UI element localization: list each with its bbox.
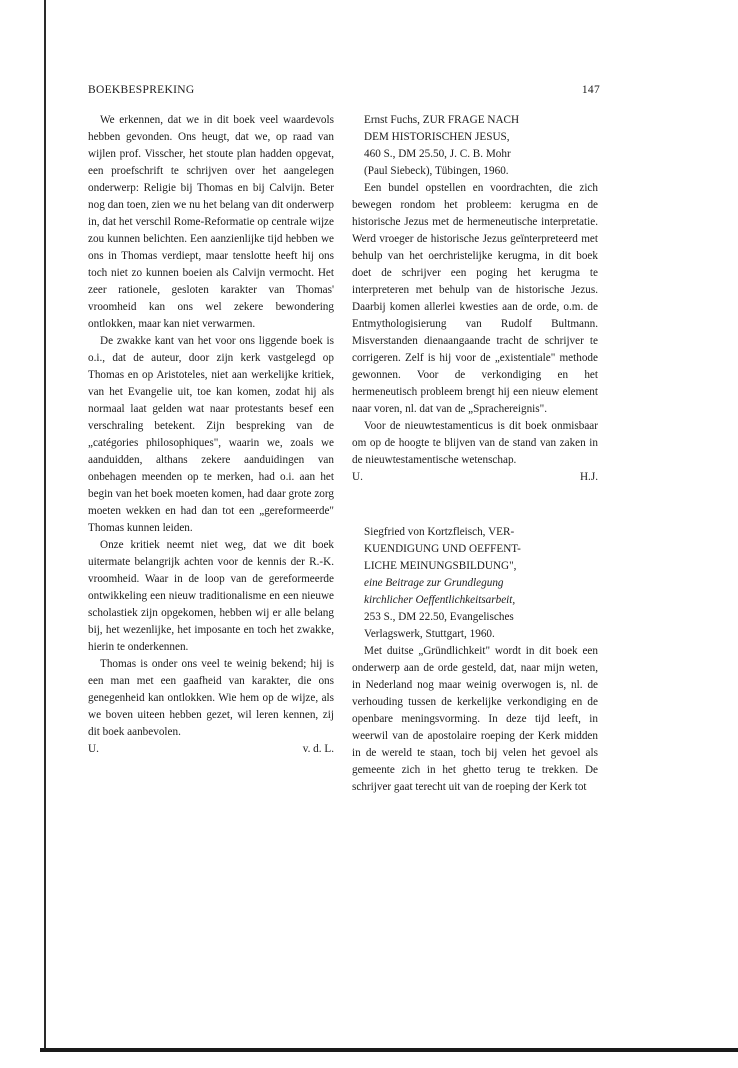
heading-line: 253 S., DM 22.50, Evangelisches	[364, 611, 514, 623]
heading-line: kirchlicher Oeffentlichkeitsarbeit,	[364, 594, 516, 606]
heading-line: KUENDIGUNG UND OEFFENT-	[364, 543, 521, 555]
running-head: BOEKBESPREKING	[88, 84, 195, 96]
page-number: 147	[581, 84, 600, 96]
paragraph: We erkennen, dat we in dit boek veel waardevols hebben gevonden. Ons heugt, dat we, op raad van wijlen prof. Visscher, het stoute plan hadden opgevat, een proefschrift te schrijven over het aangelegen onderwerp: Religie bij Thomas en bij Calvijn. Beter nog dan toen, zien we nu het belang van dit onderwerp in, dat het verschil Rome-Reformatie op centrale wijze zou kunnen belichten. Een aanzienlijke tijd hebben we ons in Thomas verdiept, maar tenslotte heeft hij ons toch niet zo kunnen boeien als Calvijn vermocht. Het zeer rationele, gesloten karakter van Thomas' vroomheid kan ons wel zekere bewondering ontlokken, maar kan niet verwarmen.	[88, 114, 334, 330]
review-heading-fuchs	[352, 112, 598, 180]
signature-place: U.	[352, 471, 363, 483]
heading-line: (Paul Siebeck), Tübingen, 1960.	[364, 165, 509, 177]
left-column	[88, 112, 334, 758]
signature-initials: v. d. L.	[302, 743, 334, 755]
paragraph: Thomas is onder ons veel te weinig bekend; hij is een man met een gaafheid van karakter, die ons genegenheid kan ontlokken. Wie hem op de wijze, als we boven uiteen hebben gezet, wil leren kennen, zij dit boek aanbevolen.	[88, 658, 334, 738]
signature-initials: H.J.	[579, 471, 598, 483]
heading-line: eine Beitrage zur Grundlegung	[364, 577, 504, 589]
review-signature	[88, 741, 334, 758]
paragraph: Voor de nieuwtestamenticus is dit boek onmisbaar om op de hoogte te blijven van de stand van zaken in de nieuwtestamentische wetenschap.	[352, 420, 598, 466]
signature-place: U.	[88, 743, 99, 755]
paragraph: De zwakke kant van het voor ons liggende boek is o.i., dat de auteur, door zijn kerk vastgelegd op Thomas en op Aristoteles, niet aan werkelijke kritiek, van het Evangelie uit, toe kan komen, zodat hij als normaal laat gelden wat naar protestants besef een verschraling betekent. Zijn bespreking van de „catégories philosophiques", waarin we, zoals we aanduidden, althans zekere aanduidingen van onbehagen meenden op te merken, had o.i. aan het begin van het boek moeten komen, had daar grote zorg moeten wekken en had dan tot een „gereformeerde" Thomas kunnen leiden.	[88, 335, 334, 534]
page-edge-line	[44, 0, 46, 1050]
page-header	[88, 84, 600, 100]
heading-line: 460 S., DM 25.50, J. C. B. Mohr	[364, 148, 511, 160]
heading-line: Ernst Fuchs, ZUR FRAGE NACH	[364, 114, 520, 126]
review-signature	[352, 469, 598, 486]
section-gap	[352, 486, 598, 524]
paragraph: Onze kritiek neemt niet weg, dat we dit boek uitermate belangrijk achten voor de kennis der R.-K. vroomheid. Waar in de loop van de gereformeerde ontwikkeling een nieuw traditionalisme en een nieuwe scholastiek zijn opgekomen, hebben wij er alle belang bij, het wezenlijke, het imposante en toch het zwakke, hierin te onderkennen.	[88, 539, 334, 653]
review-heading-kortzfleisch	[352, 524, 598, 643]
paragraph: Met duitse „Gründlichkeit" wordt in dit boek een onderwerp aan de orde gesteld, dat, naar mijn weten, in Nederland nog maar weinig overwogen is, nl. de verhouding tussen de kerkelijke verkondiging en de openbare meningsvorming. In deze tijd leeft, in weerwil van de apostolaire roeping der Kerk midden in de wereld te staan, toch bij velen het gevoel als gemeente zich in het ghetto terug te trekken. De schrijver gaat terecht uit van de roeping der Kerk tot	[352, 645, 598, 793]
page-bottom-edge	[40, 1048, 738, 1052]
right-column	[352, 112, 598, 796]
heading-line: Siegfried von Kortzfleisch, VER-	[364, 526, 515, 538]
heading-line: LICHE MEINUNGSBILDUNG",	[364, 560, 517, 572]
paragraph: Een bundel opstellen en voordrachten, die zich bewegen rondom het probleem: kerugma en de historische Jezus met de hermeneutische interpretatie. Werd vroeger de historische Jezus geïnterpreteerd met behulp van het oerchristelijke kerugma, in dit boek doet de schrijver een poging het kerugma te interpreteren met behulp van de historische Jezus. Daarbij komen allerlei kwesties aan de orde, o.m. de Entmythologisierung van Rudolf Bultmann. Misverstanden dienaangaande tracht de schrijver te corrigeren. Zelf is hij voor de „existentiale" methode gewonnen. Voor de verkondiging en het hermeneutisch probleem brengt hij een nieuw element naar voren, nl. dat van de „Sprachereignis".	[352, 182, 598, 415]
heading-line: DEM HISTORISCHEN JESUS,	[364, 131, 510, 143]
heading-line: Verlagswerk, Stuttgart, 1960.	[364, 628, 495, 640]
